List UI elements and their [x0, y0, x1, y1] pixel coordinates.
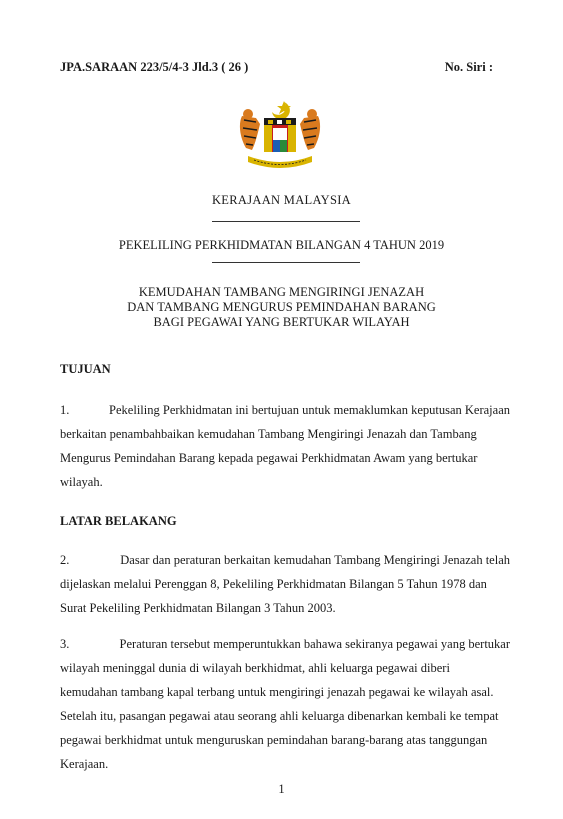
divider: [212, 262, 360, 263]
paragraph-number: 2.: [60, 553, 70, 567]
serial-label: No. Siri :: [444, 60, 493, 74]
section-heading-latar-belakang: LATAR BELAKANG: [60, 514, 177, 528]
paragraph-line: Kerajaan.: [60, 757, 109, 771]
paragraph-3: [60, 632, 510, 776]
section-heading-tujuan: TUJUAN: [60, 362, 111, 376]
subject-line: BAGI PEGAWAI YANG BERTUKAR WILAYAH: [153, 315, 410, 329]
paragraph-2: [60, 548, 510, 620]
divider: [212, 221, 360, 222]
paragraph-line: berkaitan penambahbaikan kemudahan Tambang Mengiringi Jenazah dan Tambang: [60, 427, 477, 441]
paragraph-line: dijelaskan melalui Perenggan 8, Pekeliling Perkhidmatan Bilangan 5 Tahun 1978 dan: [60, 577, 487, 591]
government-title: KERAJAAN MALAYSIA: [211, 193, 352, 207]
subject-line: DAN TAMBANG MENGURUS PEMINDAHAN BARANG: [127, 300, 436, 314]
paragraph-line: wilayah.: [60, 475, 103, 489]
circular-title: PEKELILING PERKHIDMATAN BILANGAN 4 TAHUN 2019: [118, 238, 445, 252]
subject-line: KEMUDAHAN TAMBANG MENGIRINGI JENAZAH: [138, 285, 425, 299]
paragraph-line: Pekeliling Perkhidmatan ini bertujuan untuk memaklumkan keputusan Kerajaan: [109, 403, 510, 417]
paragraph-line: Peraturan tersebut memperuntukkan bahawa sekiranya pegawai yang bertukar: [119, 637, 510, 651]
paragraph-number: 3.: [60, 637, 70, 651]
paragraph-line: Surat Pekeliling Perkhidmatan Bilangan 3 Tahun 2003.: [60, 601, 336, 615]
coat-of-arms-icon: [234, 98, 326, 170]
paragraph-line: Dasar dan peraturan berkaitan kemudahan Tambang Mengiringi Jenazah telah: [120, 553, 510, 567]
paragraph-1: [60, 398, 510, 494]
paragraph-line: Setelah itu, pasangan pegawai atau seorang ahli keluarga dibenarkan kembali ke tempat: [60, 709, 499, 723]
reference-number: JPA.SARAAN 223/5/4-3 Jld.3 ( 26 ): [60, 60, 249, 74]
paragraph-line: Mengurus Pemindahan Barang kepada pegawai Perkhidmatan Awam yang bertukar: [60, 451, 478, 465]
paragraph-number: 1.: [60, 403, 70, 417]
paragraph-line: kemudahan tambang kapal terbang untuk mengiringi jenazah pegawai ke wilayah asal.: [60, 685, 494, 699]
reference-header: [60, 60, 493, 75]
paragraph-line: pegawai berkhidmat untuk menguruskan pemindahan barang-barang atas tanggungan: [60, 733, 488, 747]
paragraph-line: wilayah meninggal dunia di wilayah berkhidmat, ahli keluarga pegawai diberi: [60, 661, 450, 675]
circular-subject: [0, 285, 563, 330]
page-number: 1: [278, 782, 285, 796]
